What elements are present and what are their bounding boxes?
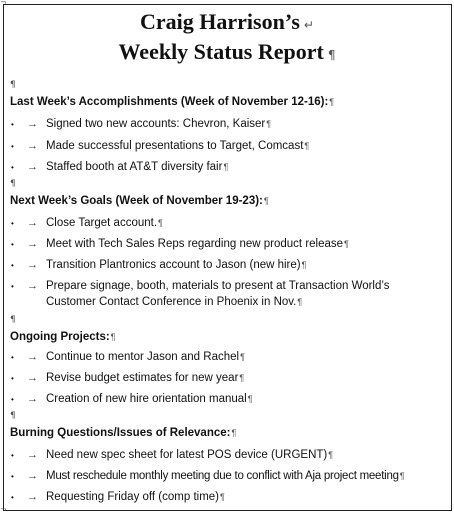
title-line-1	[0, 8, 454, 39]
section-heading-text: Next Week’s Goals (Week of November 19-23):	[10, 195, 263, 207]
paragraph-mark: ¶	[158, 218, 163, 228]
tab-arrow-icon: →	[27, 393, 38, 405]
list-item-label: Customer Contact Conference in Phoenix in Nov.	[46, 296, 297, 308]
list-item-label: Revise budget estimates for new year	[46, 372, 239, 384]
title-line-2	[0, 38, 454, 69]
list-item-label: Staffed booth at AT&T diversity fair	[46, 161, 223, 173]
section-heading-last-week	[10, 96, 334, 108]
section-heading-ongoing-projects	[10, 331, 116, 343]
bullet-icon: •	[11, 240, 14, 249]
list-item-label: Meet with Tech Sales Reps regarding new product release	[46, 238, 344, 250]
list-item-text	[46, 351, 245, 363]
list-item-label: Need new spec sheet for latest POS device (URGENT)	[46, 449, 328, 461]
corner-mark-top-left: ¬	[0, 0, 7, 7]
bullet-icon: •	[11, 374, 14, 383]
tab-arrow-icon: →	[27, 372, 38, 384]
list-item-label: Made successful presentations to Target, Comcast	[46, 140, 304, 152]
list-item-text	[46, 372, 244, 384]
tab-arrow-icon: →	[27, 259, 38, 271]
paragraph-mark: ¶	[328, 450, 334, 460]
bullet-icon: •	[11, 120, 14, 129]
list-item-label: Continue to mentor Jason and Rachel	[46, 351, 240, 363]
list-item-label: Signed two new accounts: Chevron, Kaiser	[46, 118, 266, 130]
paragraph-mark: ¶	[223, 162, 229, 172]
list-item-text	[46, 491, 225, 503]
paragraph-mark: ¶	[399, 471, 405, 481]
tab-arrow-icon: →	[27, 217, 38, 229]
paragraph-mark: ¶	[231, 428, 237, 438]
paragraph-mark: ¶	[220, 492, 225, 502]
tab-arrow-icon: →	[27, 491, 38, 503]
list-item-text	[46, 238, 349, 250]
tab-arrow-icon: →	[27, 118, 38, 130]
list-item-text	[46, 217, 163, 229]
empty-paragraph-mark: ¶	[10, 179, 16, 189]
section-heading-next-week	[10, 195, 269, 207]
title-line-1-text: Craig Harrison’s	[140, 9, 300, 34]
paragraph-mark: ¶	[304, 141, 310, 151]
bullet-icon: •	[11, 142, 14, 151]
paragraph-mark: ¶	[344, 239, 349, 249]
section-heading-text: Burning Questions/Issues of Relevance:	[10, 427, 231, 439]
paragraph-mark: ¶	[110, 332, 116, 342]
bullet-icon: •	[11, 163, 14, 172]
paragraph-mark: ¶	[301, 260, 307, 270]
bullet-icon: •	[11, 353, 14, 362]
tab-arrow-icon: →	[27, 351, 38, 363]
line-break-mark: ↵	[303, 18, 314, 32]
paragraph-mark: ¶	[327, 48, 336, 62]
list-item-text	[46, 140, 309, 152]
list-item-label: Transition Plantronics account to Jason (new hire)	[46, 259, 301, 271]
bullet-icon: •	[11, 261, 14, 270]
tab-arrow-icon: →	[27, 449, 38, 461]
tab-arrow-icon: →	[27, 280, 38, 292]
empty-paragraph-mark: ¶	[10, 80, 16, 90]
section-heading-text: Last Week’s Accomplishments (Week of November 12-16):	[10, 96, 329, 108]
paragraph-mark: ¶	[239, 373, 245, 383]
empty-paragraph-mark: ¶	[10, 411, 16, 421]
paragraph-mark: ¶	[247, 394, 253, 404]
bullet-icon: •	[11, 282, 14, 291]
paragraph-mark: ¶	[297, 297, 303, 307]
tab-arrow-icon: →	[27, 238, 38, 250]
list-item-text	[46, 259, 306, 271]
bullet-icon: •	[11, 219, 14, 228]
paragraph-mark: ¶	[266, 119, 272, 129]
bullet-icon: •	[11, 472, 14, 481]
paragraph-mark: ¶	[240, 352, 245, 362]
title-line-2-text: Weekly Status Report	[118, 39, 324, 64]
list-item-label: Close Target account.	[46, 217, 158, 229]
paragraph-mark: ¶	[329, 97, 335, 107]
list-item-text	[46, 449, 333, 461]
empty-paragraph-mark: ¶	[10, 315, 16, 325]
list-item-line-1: Prepare signage, booth, materials to present at Transaction World’s	[46, 280, 390, 292]
tab-arrow-icon: →	[27, 470, 38, 482]
list-item-label: Requesting Friday off (comp time)	[46, 491, 219, 503]
section-heading-burning-questions	[10, 427, 236, 439]
bullet-icon: •	[11, 493, 14, 502]
bullet-icon: •	[11, 451, 14, 460]
list-item-label: Must reschedule monthly meeting due to conflict with Aja project meeting	[46, 470, 399, 482]
list-item-text	[46, 161, 228, 173]
paragraph-mark: ¶	[263, 196, 269, 206]
list-item-text	[46, 393, 253, 405]
bullet-icon: •	[11, 395, 14, 404]
list-item-text	[46, 470, 404, 482]
list-item-line-2	[46, 296, 302, 308]
list-item-text	[46, 118, 271, 130]
tab-arrow-icon: →	[27, 161, 38, 173]
tab-arrow-icon: →	[27, 140, 38, 152]
list-item-label: Creation of new hire orientation manual	[46, 393, 247, 405]
section-heading-text: Ongoing Projects:	[10, 331, 110, 343]
corner-mark-bottom-left: ¬	[0, 505, 7, 514]
